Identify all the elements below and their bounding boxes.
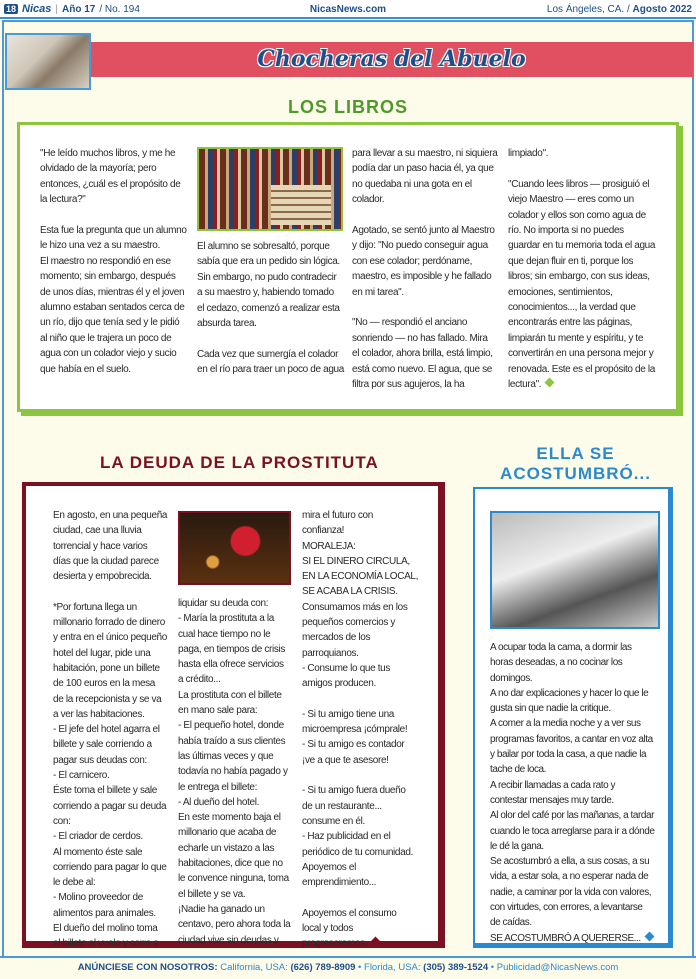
paragraph: "No — respondió el anciano sonriendo — no has fallado. Mira el colador, ahora brilla, está limpio, está como nuevo. El agua, que se filtra por sus agujeros, la ha bbox=[352, 317, 493, 391]
paragraph: Esta fue la pregunta que un alumno le hizo una vez a su maestro. El maestro no respondió en ese momento; sin embargo, después de unos días, mientras él y el joven alumno estaban sentados cerca de un río, dijo que tenía sed y le pidió al niño que le trajera un poco de agua con un colador viejo y sucio que había en el suelo. bbox=[40, 225, 187, 375]
footer-label: ANÚNCIESE CON NOSOTROS: bbox=[77, 962, 218, 973]
article2-column-1 bbox=[53, 508, 177, 967]
article2-column-2 bbox=[178, 596, 302, 963]
separator: • bbox=[490, 962, 495, 973]
article1-column-3 bbox=[352, 146, 507, 408]
nicas-logo: Nicas bbox=[22, 3, 52, 15]
woman-coffee-image bbox=[490, 511, 660, 629]
advertising-email-link[interactable]: Publicidad@NicasNews.com bbox=[496, 962, 619, 973]
books-image bbox=[197, 147, 343, 231]
paragraph: limpiado". bbox=[508, 148, 549, 159]
paragraph: liquidar su deuda con: - María la prostituta a la cual hace tiempo no le paga, en tiempos de crisis hasta ella ofrece servicios a crédito... La prostituta con el billete en mano sale para: - El pequeño hotel, donde había traído a sus clientes las últimas veces y que todavía no había pagado y le entrega el billete: - Al dueño del hotel. En este momento baja el millonario que acaba de echarle un vistazo a las habitaciones, dice que no le convence ninguna, toma el billete y se va. ¡Nadie ha ganado un centavo, pero ahora toda la ciudad vive sin deudas y bbox=[178, 598, 291, 946]
issue-date: Agosto 2022 bbox=[632, 4, 692, 15]
california-label: California, USA: bbox=[220, 962, 288, 973]
paragraph: El alumno se sobresaltó, porque sabía que era un pedido sin lógica. Sin embargo, no pudo contradecir a su maestro y, habiendo tomado el cedazo, comenzó a realizar esta absurda tarea. bbox=[197, 241, 340, 330]
paragraph: A ocupar toda la cama, a dormir las horas deseadas, a no cocinar los domingos. A no dar explicaciones y hacer lo que le gusta sin que nadie la critique. A comer a la media noche y a ver sus programas favoritos, a cantar en voz alta y bailar por toda la casa, a que nadie la tache de loca. A recibir llamadas a cada rato y contestar mensajes muy tarde. Al olor del café por las mañanas, a tardar cuando le toca arreglarse para ir a dónde le dé la gana. Se acostumbró a ella, a sus cosas, a su vida, a estar sola, a no esperar nada de nadie, a caminar por la vida con valores, con virtudes, con errores, a levantarse de caídas. SE ACOSTUMBRÓ A QUERERSE... bbox=[490, 642, 655, 944]
paragraph: para llevar a su maestro, ni siquiera podía dar un paso hacia él, ya que no quedaba ni una gota en el colador. bbox=[352, 148, 498, 206]
end-diamond-icon bbox=[371, 937, 381, 947]
page-number: 18 bbox=[6, 4, 17, 14]
article1-column-2 bbox=[197, 239, 352, 393]
article-title-los-libros: LOS LIBROS bbox=[287, 97, 408, 117]
california-phone[interactable]: (626) 789-8909 bbox=[290, 962, 356, 973]
paragraph: mira el futuro con confianza! MORALEJA: SI EL DINERO CIRCULA, EN LA ECONOMÍA LOCAL, SE ACABA LA CRISIS. Consumamos más en los pequeños comercios y mercados de los parroquianos. - Consume lo que tus amigos producen. bbox=[302, 510, 419, 690]
article-title-la-deuda: LA DEUDA DE LA PROSTITUTA bbox=[100, 453, 379, 472]
paragraph: "He leído muchos libros, y me he olvidado de la mayoría; pero entonces, ¿cuál es el propósito de la lectura?" bbox=[40, 148, 181, 206]
end-diamond-icon bbox=[644, 931, 654, 941]
article-title-ella-se-acostumbro: ELLA SE ACOSTUMBRÓ... bbox=[500, 444, 651, 483]
article3-body bbox=[490, 640, 668, 946]
paragraph: "Cuando lees libros — prosiguió el viejo Maestro — eres como un colador y ellos son como agua de río. No importa si no puedes guardar en tu memoria toda el agua que dejan fluir en ti, porque los libros; sin embargo, con sus ideas, emociones, sentimientos, conocimientos..., la verdad que encontrarás entre las páginas, limpiarán tu mente y espíritu, y te convertirán en una persona mejor y renovada. Este es el propósito de la lectura". bbox=[508, 178, 656, 391]
article2-column-3 bbox=[302, 508, 432, 967]
paragraph: En agosto, en una pequeña ciudad, cae una lluvia torrencial y hace varios días que la ciudad parece desierta y empobrecida. bbox=[53, 510, 168, 583]
florida-label: Florida, USA: bbox=[364, 962, 421, 973]
street-night-image bbox=[178, 511, 291, 585]
paragraph: Apoyemos el consumo local y todos progresaremos. bbox=[302, 907, 397, 950]
paragraph: - Si tu amigo fuera dueño de un restaurante... consume en él. - Haz publicidad en el periódico de tu comunidad. Apoyemos el emprendimiento... bbox=[302, 785, 413, 889]
issue-number: / No. 194 bbox=[99, 3, 140, 15]
paragraph: Cada vez que sumergía el colador en el río para traer un poco de agua bbox=[197, 348, 344, 376]
separator: • bbox=[358, 962, 362, 973]
issue-year: Año 17 bbox=[61, 3, 96, 15]
paragraph: Agotado, se sentó junto al Maestro y dijo: "No puedo conseguir agua con ese colador; perdóname, maestro, es imposible y he fallado en mi tarea". bbox=[352, 225, 495, 298]
end-diamond-icon bbox=[545, 378, 555, 388]
florida-phone[interactable]: (305) 389-1524 bbox=[423, 962, 489, 973]
page-header: 18 Nicas | Año 17 / No. 194 NicasNews.com Los Ángeles, CA. / Agosto 2022 bbox=[0, 0, 696, 19]
section-title: Chocheras del Abuelo bbox=[90, 42, 693, 77]
site-link[interactable]: NicasNews.com bbox=[309, 4, 387, 15]
location: Los Ángeles, CA. / bbox=[546, 4, 630, 15]
grandfather-photo bbox=[5, 33, 91, 90]
paragraph: *Por fortuna llega un millonario forrado de dinero y entra en el único pequeño hotel del lugar, pide una habitación, pone un billete de 100 euros en la mesa de la recepcionista y se va a ver las habitaciones. - El jefe del hotel agarra el billete y sale corriendo a pagar sus deudas con: - El carnicero. Éste toma el billete y sale corriendo a pagar su deuda con: - El criador de cerdos. Al momento éste sale corriendo para pagar lo que le debe al: - Molino proveedor de alimentos para animales. El dueño del molino toma el billete al vuelo y corre a bbox=[53, 601, 167, 950]
article1-column-4 bbox=[508, 146, 668, 392]
article1-column-1 bbox=[40, 146, 195, 392]
footer bbox=[0, 956, 696, 979]
paragraph: - Si tu amigo tiene una microempresa ¡cómprale! - Si tu amigo es contador ¡ve a que te asesore! bbox=[302, 708, 408, 766]
